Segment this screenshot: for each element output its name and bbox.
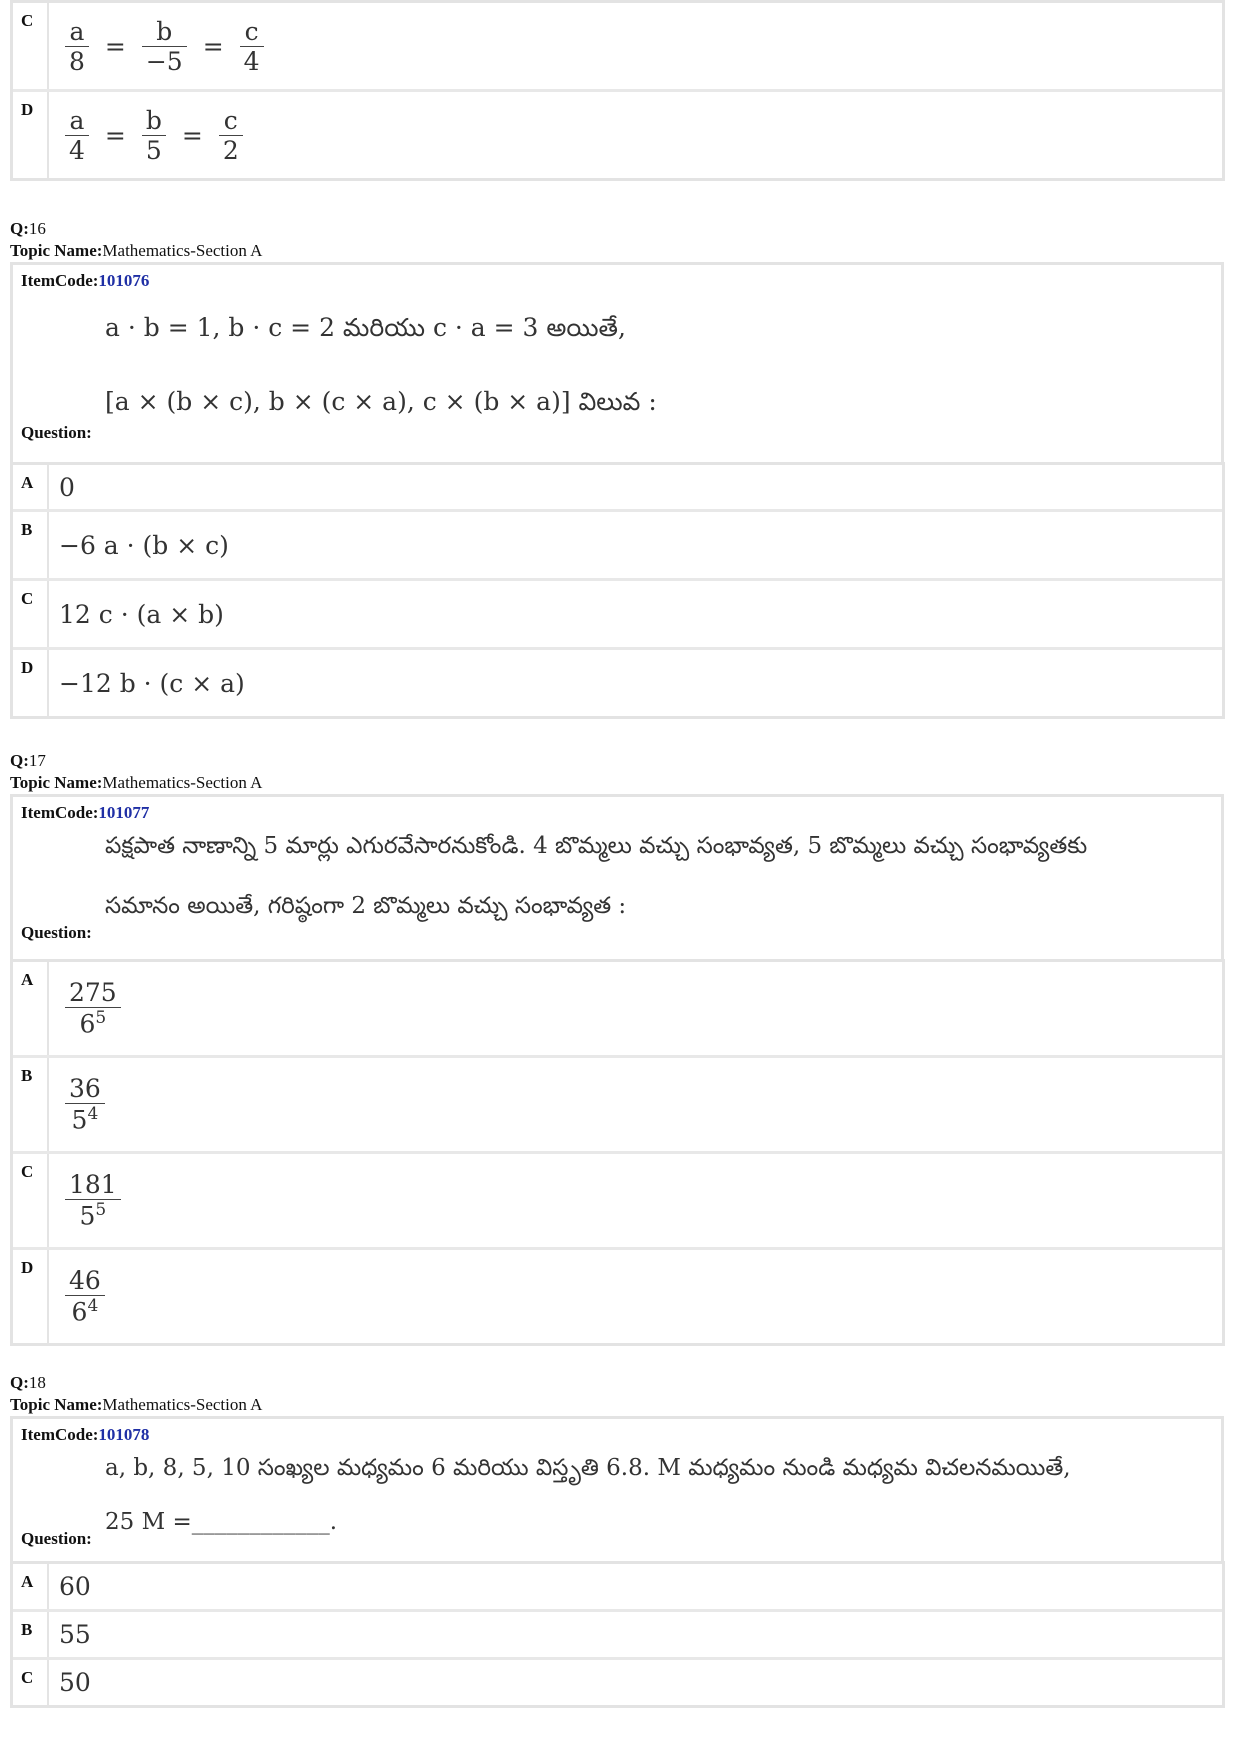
q16-options xyxy=(10,462,1225,719)
option-letter: B xyxy=(21,520,33,539)
option-letter: A xyxy=(21,473,34,492)
option-formula: $\frac{a}{8}$ = $\frac{b}{-5}$ = $\frac{c}{4}$ xyxy=(47,3,270,89)
option-letter: C xyxy=(21,589,34,608)
option-letter: B xyxy=(21,1066,33,1085)
option-letter: D xyxy=(21,1258,34,1277)
option-formula: $\frac{275}{6^5}$ xyxy=(47,962,127,1055)
q16-option-a[interactable] xyxy=(13,465,1222,512)
q18-option-a[interactable] xyxy=(13,1564,1222,1612)
question-line-1: a · b = 1, b · c = 2 మరియు c · a = 3 అయితే, xyxy=(105,313,626,342)
q15-option-d[interactable] xyxy=(13,92,1222,178)
option-letter: C xyxy=(21,1162,34,1181)
q17-option-a[interactable] xyxy=(13,962,1222,1058)
option-text: 60 xyxy=(47,1564,91,1609)
topic-name: Topic Name:Mathematics-Section A xyxy=(10,1395,263,1414)
question-18 xyxy=(10,1372,1225,1708)
option-letter: A xyxy=(21,1572,34,1591)
q17-option-d[interactable] xyxy=(13,1250,1222,1343)
q16-option-c[interactable] xyxy=(13,581,1222,650)
option-formula: $\frac{181}{5^5}$ xyxy=(47,1154,127,1247)
option-text: 50 xyxy=(47,1660,91,1705)
q18-option-b[interactable] xyxy=(13,1612,1222,1660)
option-text: 0 xyxy=(47,465,75,509)
q18-options xyxy=(10,1561,1225,1708)
option-formula: $\frac{a}{4}$ = $\frac{b}{5}$ = $\frac{c}{2}$ xyxy=(47,92,249,178)
option-letter: C xyxy=(21,11,34,30)
question-label: Question: xyxy=(21,1529,92,1548)
question-label: Question: xyxy=(21,923,92,942)
q17-option-b[interactable] xyxy=(13,1058,1222,1154)
item-code: ItemCode:101077 xyxy=(21,803,150,822)
option-text: 55 xyxy=(47,1612,91,1657)
option-text: −6 a · (b × c) xyxy=(47,512,229,578)
question-number: Q:18 xyxy=(10,1373,46,1392)
option-letter: C xyxy=(21,1668,34,1687)
q16-option-d[interactable] xyxy=(13,650,1222,716)
question-line-2: సమానం అయితే, గరిష్ఠంగా 2 బొమ్మలు వచ్చు సంభావ్యత : xyxy=(105,893,627,919)
option-letter: D xyxy=(21,100,34,119)
question-16 xyxy=(10,218,1225,719)
q18-option-c[interactable] xyxy=(13,1660,1222,1705)
q17-options xyxy=(10,959,1225,1346)
item-code: ItemCode:101078 xyxy=(21,1425,150,1444)
option-formula: $\frac{36}{5^4}$ xyxy=(47,1058,111,1151)
question-box xyxy=(10,262,1224,462)
question-label: Question: xyxy=(21,423,92,442)
q17-option-c[interactable] xyxy=(13,1154,1222,1250)
topic-name: Topic Name:Mathematics-Section A xyxy=(10,773,263,792)
question-number: Q:16 xyxy=(10,219,46,238)
question-line-2: 25 M =____________. xyxy=(105,1509,338,1535)
q16-option-b[interactable] xyxy=(13,512,1222,581)
q15-option-c[interactable] xyxy=(13,3,1222,92)
question-number: Q:17 xyxy=(10,751,46,770)
option-text: −12 b · (c × a) xyxy=(47,650,245,716)
question-line-1: a, b, 8, 5, 10 సంఖ్యల మధ్యమం 6 మరియు విస్తృతి 6.8. M మధ్యమం నుండి మధ్యమ విచలనమయితే, xyxy=(105,1455,1071,1481)
item-code: ItemCode:101076 xyxy=(21,271,150,290)
question-line-2: [a × (b × c), b × (c × a), c × (b × a)] విలువ : xyxy=(105,387,657,416)
option-formula: $\frac{46}{6^4}$ xyxy=(47,1250,111,1343)
topic-name: Topic Name:Mathematics-Section A xyxy=(10,241,263,260)
option-text: 12 c · (a × b) xyxy=(47,581,224,647)
q15-options xyxy=(10,0,1225,181)
question-box xyxy=(10,1416,1224,1561)
question-box xyxy=(10,794,1224,959)
option-letter: B xyxy=(21,1620,33,1639)
question-17 xyxy=(10,750,1225,1346)
option-letter: D xyxy=(21,658,34,677)
question-line-1: పక్షపాత నాణాన్ని 5 మార్లు ఎగురవేసారనుకోండి. 4 బొమ్మలు వచ్చు సంభావ్యత, 5 బొమ్మలు వచ్చు సంభావ్యతకు xyxy=(105,833,1088,859)
option-letter: A xyxy=(21,970,34,989)
